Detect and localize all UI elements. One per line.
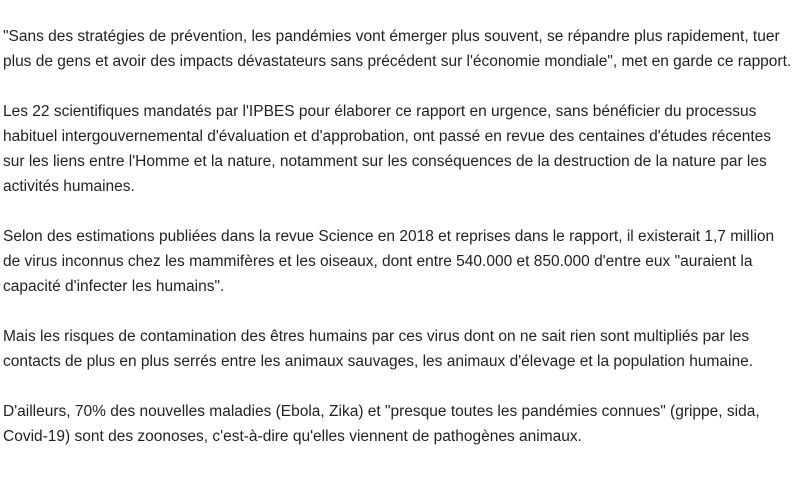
article-paragraph-5: D'ailleurs, 70% des nouvelles maladies (Ebola, Zika) et "presque toutes les pandémies connues" (grippe, sida, Covid-19) sont des zoonoses, c'est-à-dire qu'elles viennent de pathogènes animaux. [3,403,760,445]
article-body [3,24,795,474]
article-paragraph-4: Mais les risques de contamination des êtres humains par ces virus dont on ne sait rien sont multipliés par les contacts de plus en plus serrés entre les animaux sauvages, les animaux d'élevage et la population humaine. [3,328,753,370]
article-paragraph-2: Les 22 scientifiques mandatés par l'IPBES pour élaborer ce rapport en urgence, sans bénéficier du processus habituel intergouvernemental d'évaluation et d'approbation, ont passé en revue des centaines d'études récentes sur les liens entre l'Homme et la nature, notamment sur les conséquences de la destruction de la nature par les activités humaines. [3,103,772,195]
article-paragraph-3: Selon des estimations publiées dans la revue Science en 2018 et reprises dans le rapport, il existerait 1,7 million de virus inconnus chez les mammifères et les oiseaux, dont entre 540.000 et 850.000 d'entre eux "auraient la capacité d'infecter les humains". [3,228,775,295]
article-paragraph-1: "Sans des stratégies de prévention, les pandémies vont émerger plus souvent, se répandre plus rapidement, tuer plus de gens et avoir des impacts dévastateurs sans précédent sur l'économie mondiale", met en garde ce rapport. [3,28,792,70]
